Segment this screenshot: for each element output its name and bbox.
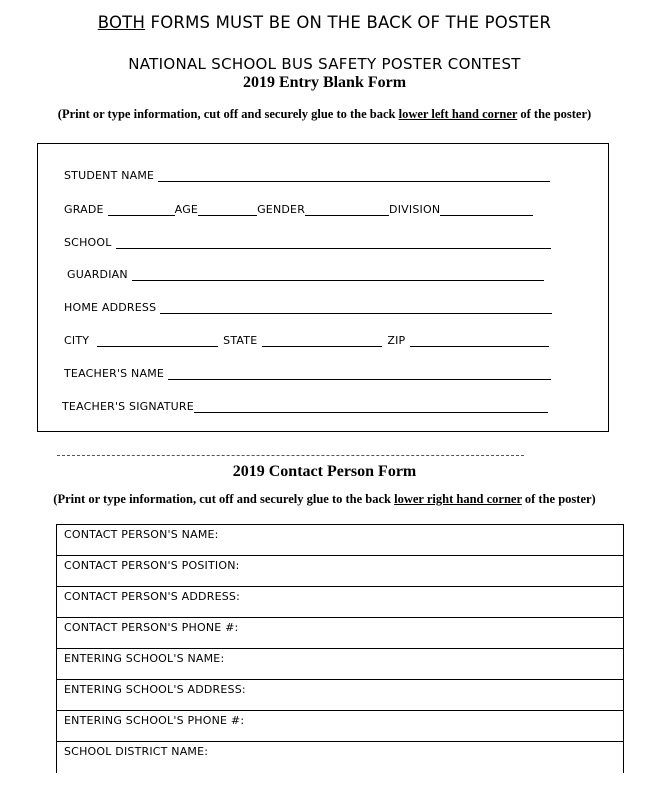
age-line[interactable] bbox=[198, 204, 257, 216]
contact-form-table bbox=[56, 524, 624, 773]
teachers-signature-field[interactable] bbox=[62, 400, 548, 413]
gender-line[interactable] bbox=[305, 204, 389, 216]
instruction-corner: lower right hand corner bbox=[394, 492, 522, 506]
student-name-label: STUDENT NAME bbox=[64, 169, 155, 182]
teachers-signature-line[interactable] bbox=[194, 401, 548, 413]
table-row bbox=[57, 525, 624, 556]
contact-position-cell[interactable]: CONTACT PERSON'S POSITION: bbox=[57, 556, 624, 587]
both-emphasis: BOTH bbox=[97, 13, 146, 32]
table-row bbox=[57, 742, 624, 773]
table-row bbox=[57, 587, 624, 618]
instruction-prefix: (Print or type information, cut off and securely glue to the back bbox=[53, 492, 395, 506]
table-row bbox=[57, 680, 624, 711]
grade-line[interactable] bbox=[108, 204, 175, 216]
state-label: STATE bbox=[223, 334, 258, 347]
contact-address-cell[interactable]: CONTACT PERSON'S ADDRESS: bbox=[57, 587, 624, 618]
contact-form-title: 2019 Contact Person Form bbox=[232, 463, 417, 480]
teachers-name-field[interactable] bbox=[64, 367, 551, 380]
grade-age-gender-division-row bbox=[64, 203, 533, 216]
grade-label: GRADE bbox=[64, 203, 104, 216]
entry-form-instructions bbox=[0, 107, 649, 122]
guardian-field[interactable] bbox=[67, 268, 544, 281]
teachers-name-line[interactable] bbox=[168, 368, 551, 380]
school-line[interactable] bbox=[116, 237, 551, 249]
forms-notice-heading bbox=[0, 13, 649, 32]
instruction-corner: lower left hand corner bbox=[398, 107, 518, 121]
division-line[interactable] bbox=[440, 204, 533, 216]
city-state-zip-row bbox=[64, 334, 549, 347]
forms-notice-rest: FORMS MUST BE ON THE BACK OF THE POSTER bbox=[145, 13, 552, 32]
guardian-line[interactable] bbox=[132, 269, 544, 281]
school-district-cell[interactable]: SCHOOL DISTRICT NAME: bbox=[57, 742, 624, 773]
school-label: SCHOOL bbox=[64, 236, 112, 249]
city-label: CITY bbox=[64, 334, 90, 347]
home-address-label: HOME ADDRESS bbox=[64, 301, 157, 314]
gender-label: GENDER bbox=[257, 203, 306, 216]
division-label: DIVISION bbox=[389, 203, 441, 216]
teachers-signature-label: TEACHER'S SIGNATURE bbox=[62, 400, 194, 413]
instruction-prefix: (Print or type information, cut off and securely glue to the back bbox=[57, 107, 399, 121]
home-address-line[interactable] bbox=[160, 302, 552, 314]
table-row bbox=[57, 618, 624, 649]
student-name-field[interactable] bbox=[64, 169, 550, 182]
home-address-field[interactable] bbox=[64, 301, 552, 314]
zip-label: ZIP bbox=[387, 334, 406, 347]
school-name-cell[interactable]: ENTERING SCHOOL'S NAME: bbox=[57, 649, 624, 680]
table-row bbox=[57, 556, 624, 587]
age-label: AGE bbox=[174, 203, 199, 216]
table-row bbox=[57, 649, 624, 680]
instruction-suffix: of the poster) bbox=[517, 107, 592, 121]
guardian-label: GUARDIAN bbox=[67, 268, 128, 281]
zip-line[interactable] bbox=[410, 335, 549, 347]
contact-name-cell[interactable]: CONTACT PERSON'S NAME: bbox=[57, 525, 624, 556]
student-name-line[interactable] bbox=[158, 170, 550, 182]
teachers-name-label: TEACHER'S NAME bbox=[64, 367, 165, 380]
table-row bbox=[57, 711, 624, 742]
state-line[interactable] bbox=[262, 335, 382, 347]
entry-form-box bbox=[37, 143, 609, 432]
instruction-suffix: of the poster) bbox=[521, 492, 596, 506]
cut-line bbox=[57, 455, 524, 456]
school-field[interactable] bbox=[64, 236, 551, 249]
school-address-cell[interactable]: ENTERING SCHOOL'S ADDRESS: bbox=[57, 680, 624, 711]
contest-title: NATIONAL SCHOOL BUS SAFETY POSTER CONTEST bbox=[128, 55, 521, 73]
entry-form-title: 2019 Entry Blank Form bbox=[242, 74, 407, 91]
city-line[interactable] bbox=[97, 335, 218, 347]
contact-phone-cell[interactable]: CONTACT PERSON'S PHONE #: bbox=[57, 618, 624, 649]
contact-form-instructions bbox=[0, 492, 649, 507]
school-phone-cell[interactable]: ENTERING SCHOOL'S PHONE #: bbox=[57, 711, 624, 742]
